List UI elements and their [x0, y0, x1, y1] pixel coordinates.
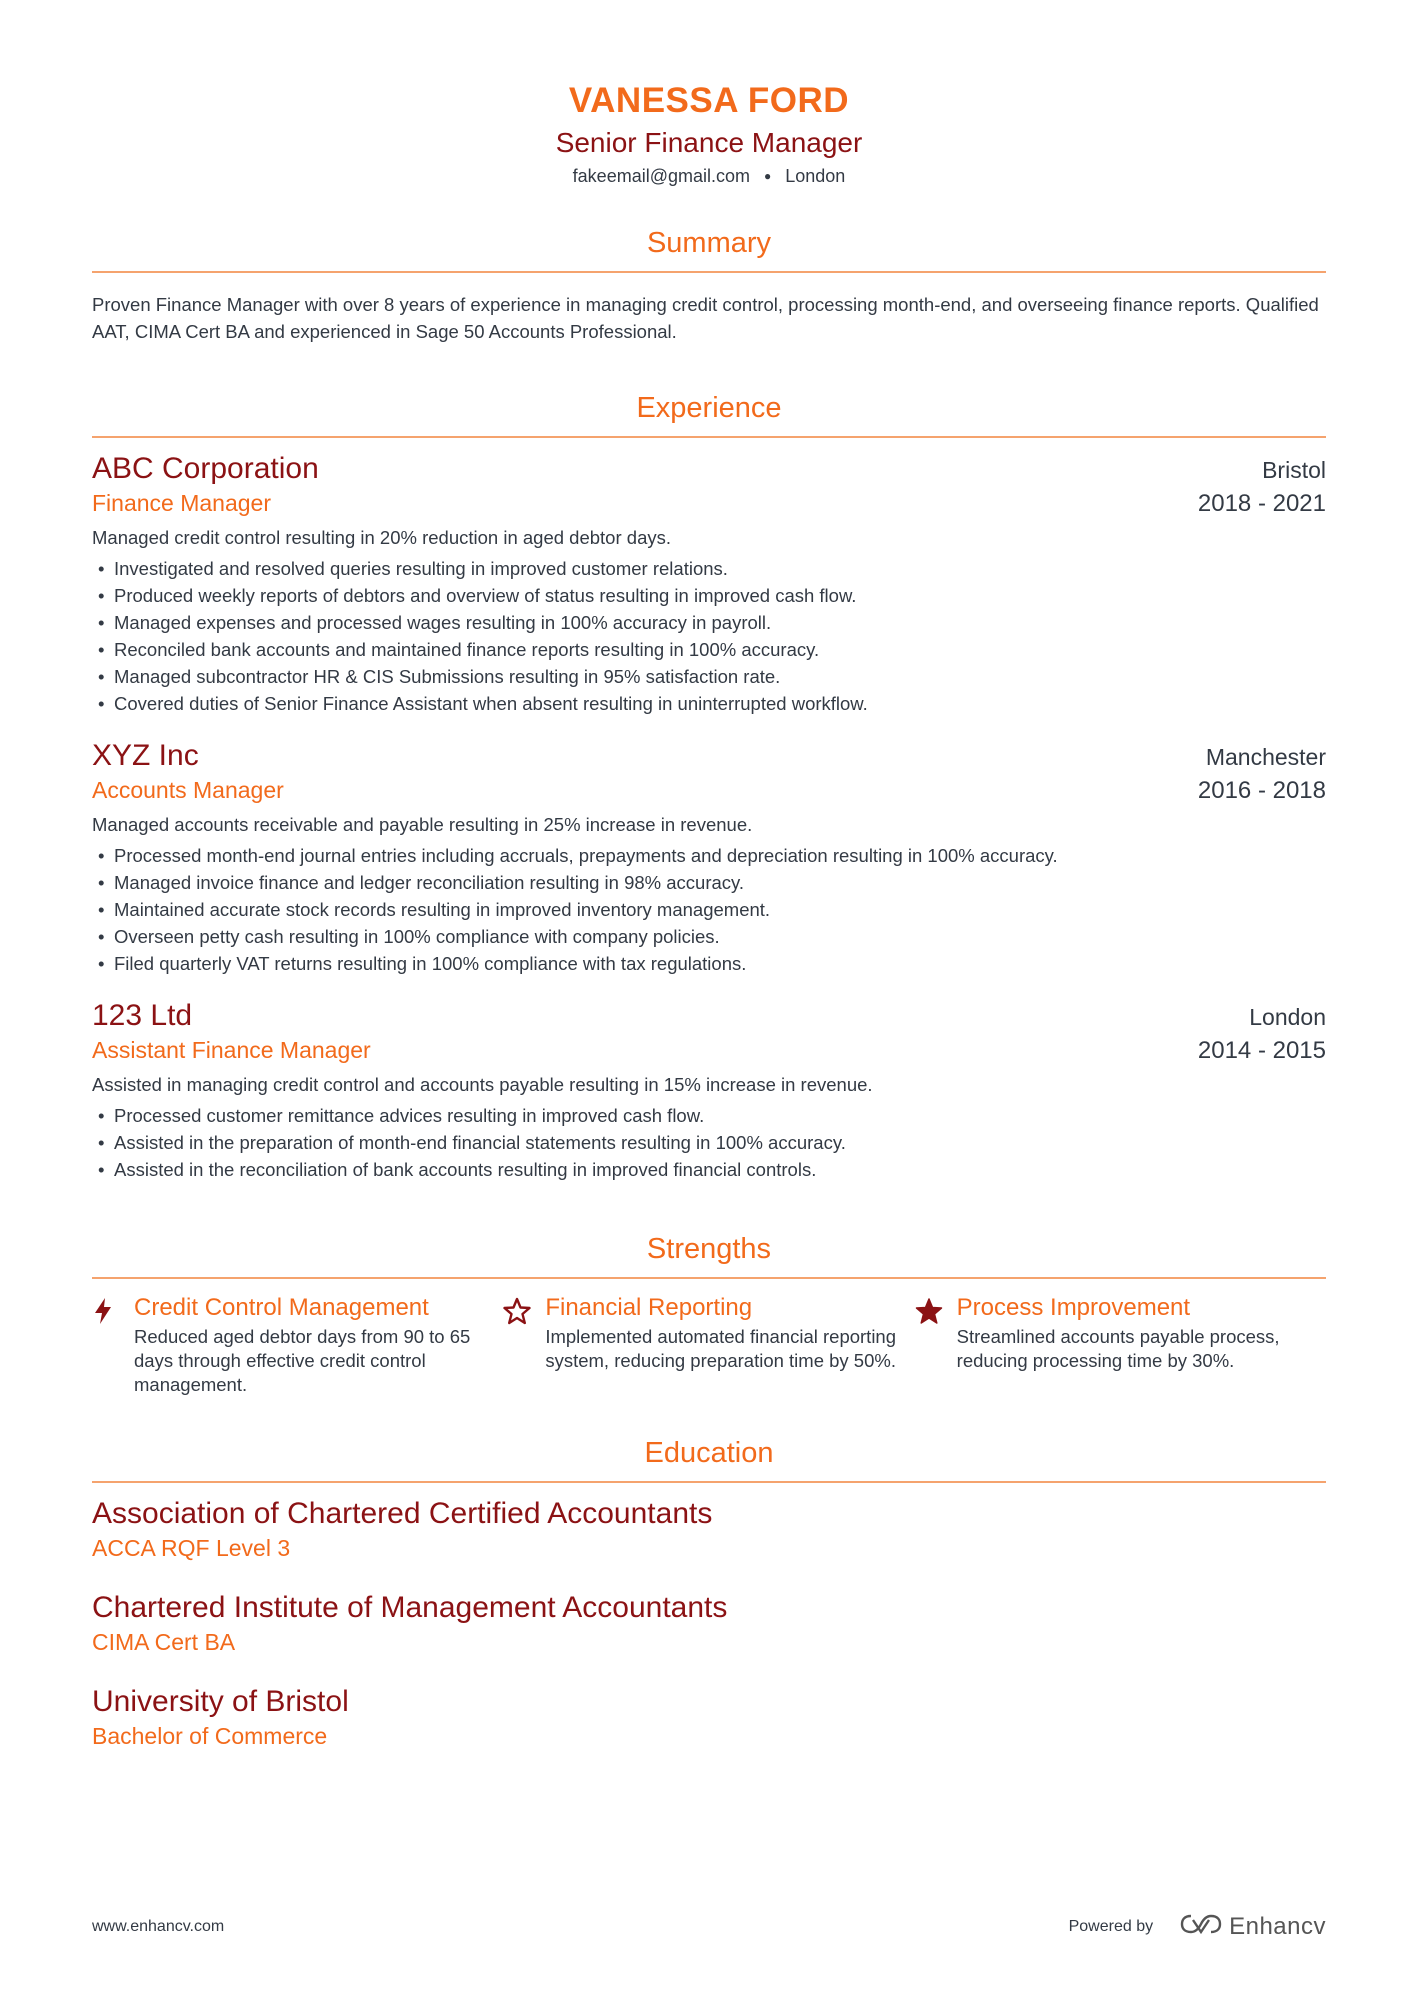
job-company: XYZ Inc	[92, 739, 199, 772]
job-entry	[92, 737, 1326, 977]
section-divider	[92, 271, 1326, 273]
lightning-bolt-icon	[92, 1293, 134, 1397]
job-dates: 2018 - 2021	[1197, 490, 1326, 517]
job-bullets	[92, 1102, 1326, 1183]
education-school: University of Bristol	[92, 1685, 349, 1718]
list-item: • Processed month-end journal entries including accruals, prepayments and depreciation resulting in 100% accuracy.	[92, 842, 1326, 869]
list-item: • Covered duties of Senior Finance Assistant when absent resulting in uninterrupted workflow.	[92, 690, 1326, 717]
job-bullets	[92, 555, 1326, 717]
page-footer	[92, 1912, 1326, 1941]
contact-location: London	[785, 166, 846, 186]
education-degree: CIMA Cert BA	[92, 1629, 236, 1655]
education-item	[92, 1683, 1326, 1751]
strength-description: Implemented automated financial reporting system, reducing preparation time by 50%.	[545, 1326, 897, 1371]
list-item: • Managed invoice finance and ledger reconciliation resulting in 98% accuracy.	[92, 869, 1326, 896]
job-location: Manchester	[1205, 744, 1326, 770]
education-school: Chartered Institute of Management Accountants	[92, 1591, 728, 1624]
brand-name: Enhancv	[1229, 1912, 1326, 1940]
experience-heading: Experience	[636, 392, 782, 424]
job-dates: 2014 - 2015	[1197, 1037, 1326, 1064]
job-company: 123 Ltd	[92, 999, 193, 1032]
job-location: Bristol	[1262, 457, 1326, 483]
star-filled-icon	[915, 1293, 957, 1397]
list-item: • Overseen petty cash resulting in 100% compliance with company policies.	[92, 923, 1326, 950]
strengths-grid	[92, 1293, 1326, 1397]
education-degree: Bachelor of Commerce	[92, 1723, 328, 1749]
job-entry	[92, 997, 1326, 1183]
education-section	[92, 1435, 1326, 1751]
job-role: Finance Manager	[92, 490, 271, 516]
job-description: Managed accounts receivable and payable resulting in 25% increase in revenue.	[92, 814, 753, 835]
list-item: • Maintained accurate stock records resulting in improved inventory management.	[92, 896, 1326, 923]
experience-section	[92, 390, 1326, 1183]
strength-item	[503, 1293, 914, 1397]
candidate-title: Senior Finance Manager	[555, 127, 863, 158]
powered-by	[1069, 1912, 1326, 1941]
summary-text: Proven Finance Manager with over 8 years of experience in managing credit control, processing month-end, and overseeing finance reports. Qualified AAT, CIMA Cert BA and experienced in Sage 50 Accounts Professional.	[92, 294, 1319, 342]
strengths-heading: Strengths	[646, 1233, 772, 1265]
strength-item	[92, 1293, 503, 1397]
list-item: • Assisted in the preparation of month-end financial statements resulting in 100% accuracy.	[92, 1129, 1326, 1156]
strength-title: Process Improvement	[956, 1294, 1191, 1321]
list-item: • Processed customer remittance advices resulting in improved cash flow.	[92, 1102, 1326, 1129]
star-outline-icon	[503, 1293, 545, 1397]
enhancv-logo-icon	[1179, 1912, 1223, 1941]
section-divider	[92, 1481, 1326, 1483]
job-description: Assisted in managing credit control and accounts payable resulting in 15% increase in revenue.	[92, 1074, 873, 1095]
resume-page	[92, 78, 1326, 1751]
job-role: Assistant Finance Manager	[92, 1037, 371, 1063]
job-role: Accounts Manager	[92, 777, 284, 803]
education-item	[92, 1589, 1326, 1657]
list-item: • Assisted in the reconciliation of bank accounts resulting in improved financial controls.	[92, 1156, 1326, 1183]
section-divider	[92, 1277, 1326, 1279]
list-item: • Investigated and resolved queries resulting in improved customer relations.	[92, 555, 1326, 582]
contact-email[interactable]: fakeemail@gmail.com	[572, 166, 750, 186]
strength-title: Credit Control Management	[134, 1294, 429, 1321]
job-dates: 2016 - 2018	[1197, 777, 1326, 804]
job-bullets	[92, 842, 1326, 977]
strength-item	[915, 1293, 1326, 1397]
resume-header	[92, 78, 1326, 188]
education-item	[92, 1495, 1326, 1563]
section-divider	[92, 436, 1326, 438]
job-entry	[92, 450, 1326, 717]
candidate-name: VANESSA FORD	[568, 81, 850, 120]
strength-description: Reduced aged debtor days from 90 to 65 days through effective credit control management.	[134, 1326, 471, 1395]
summary-heading: Summary	[646, 227, 772, 259]
list-item: • Filed quarterly VAT returns resulting in 100% compliance with tax regulations.	[92, 950, 1326, 977]
education-degree: ACCA RQF Level 3	[92, 1535, 291, 1561]
list-item: • Produced weekly reports of debtors and overview of status resulting in improved cash flow.	[92, 582, 1326, 609]
education-school: Association of Chartered Certified Accountants	[92, 1497, 713, 1530]
job-location: London	[1249, 1004, 1326, 1030]
list-item: • Managed subcontractor HR & CIS Submissions resulting in 95% satisfaction rate.	[92, 663, 1326, 690]
list-item: • Managed expenses and processed wages resulting in 100% accuracy in payroll.	[92, 609, 1326, 636]
contact-line	[92, 164, 1326, 188]
strengths-section	[92, 1231, 1326, 1397]
strength-title: Financial Reporting	[545, 1294, 753, 1321]
footer-website-link[interactable]: www.enhancv.com	[92, 1917, 225, 1935]
job-company: ABC Corporation	[92, 452, 319, 485]
job-description: Managed credit control resulting in 20% reduction in aged debtor days.	[92, 527, 671, 548]
strength-description: Streamlined accounts payable process, reducing processing time by 30%.	[956, 1326, 1280, 1371]
separator-dot: ●	[764, 169, 772, 183]
summary-section	[92, 225, 1326, 345]
list-item: • Reconciled bank accounts and maintained finance reports resulting in 100% accuracy.	[92, 636, 1326, 663]
powered-by-label: Powered by	[1068, 1917, 1154, 1935]
education-heading: Education	[644, 1437, 774, 1469]
